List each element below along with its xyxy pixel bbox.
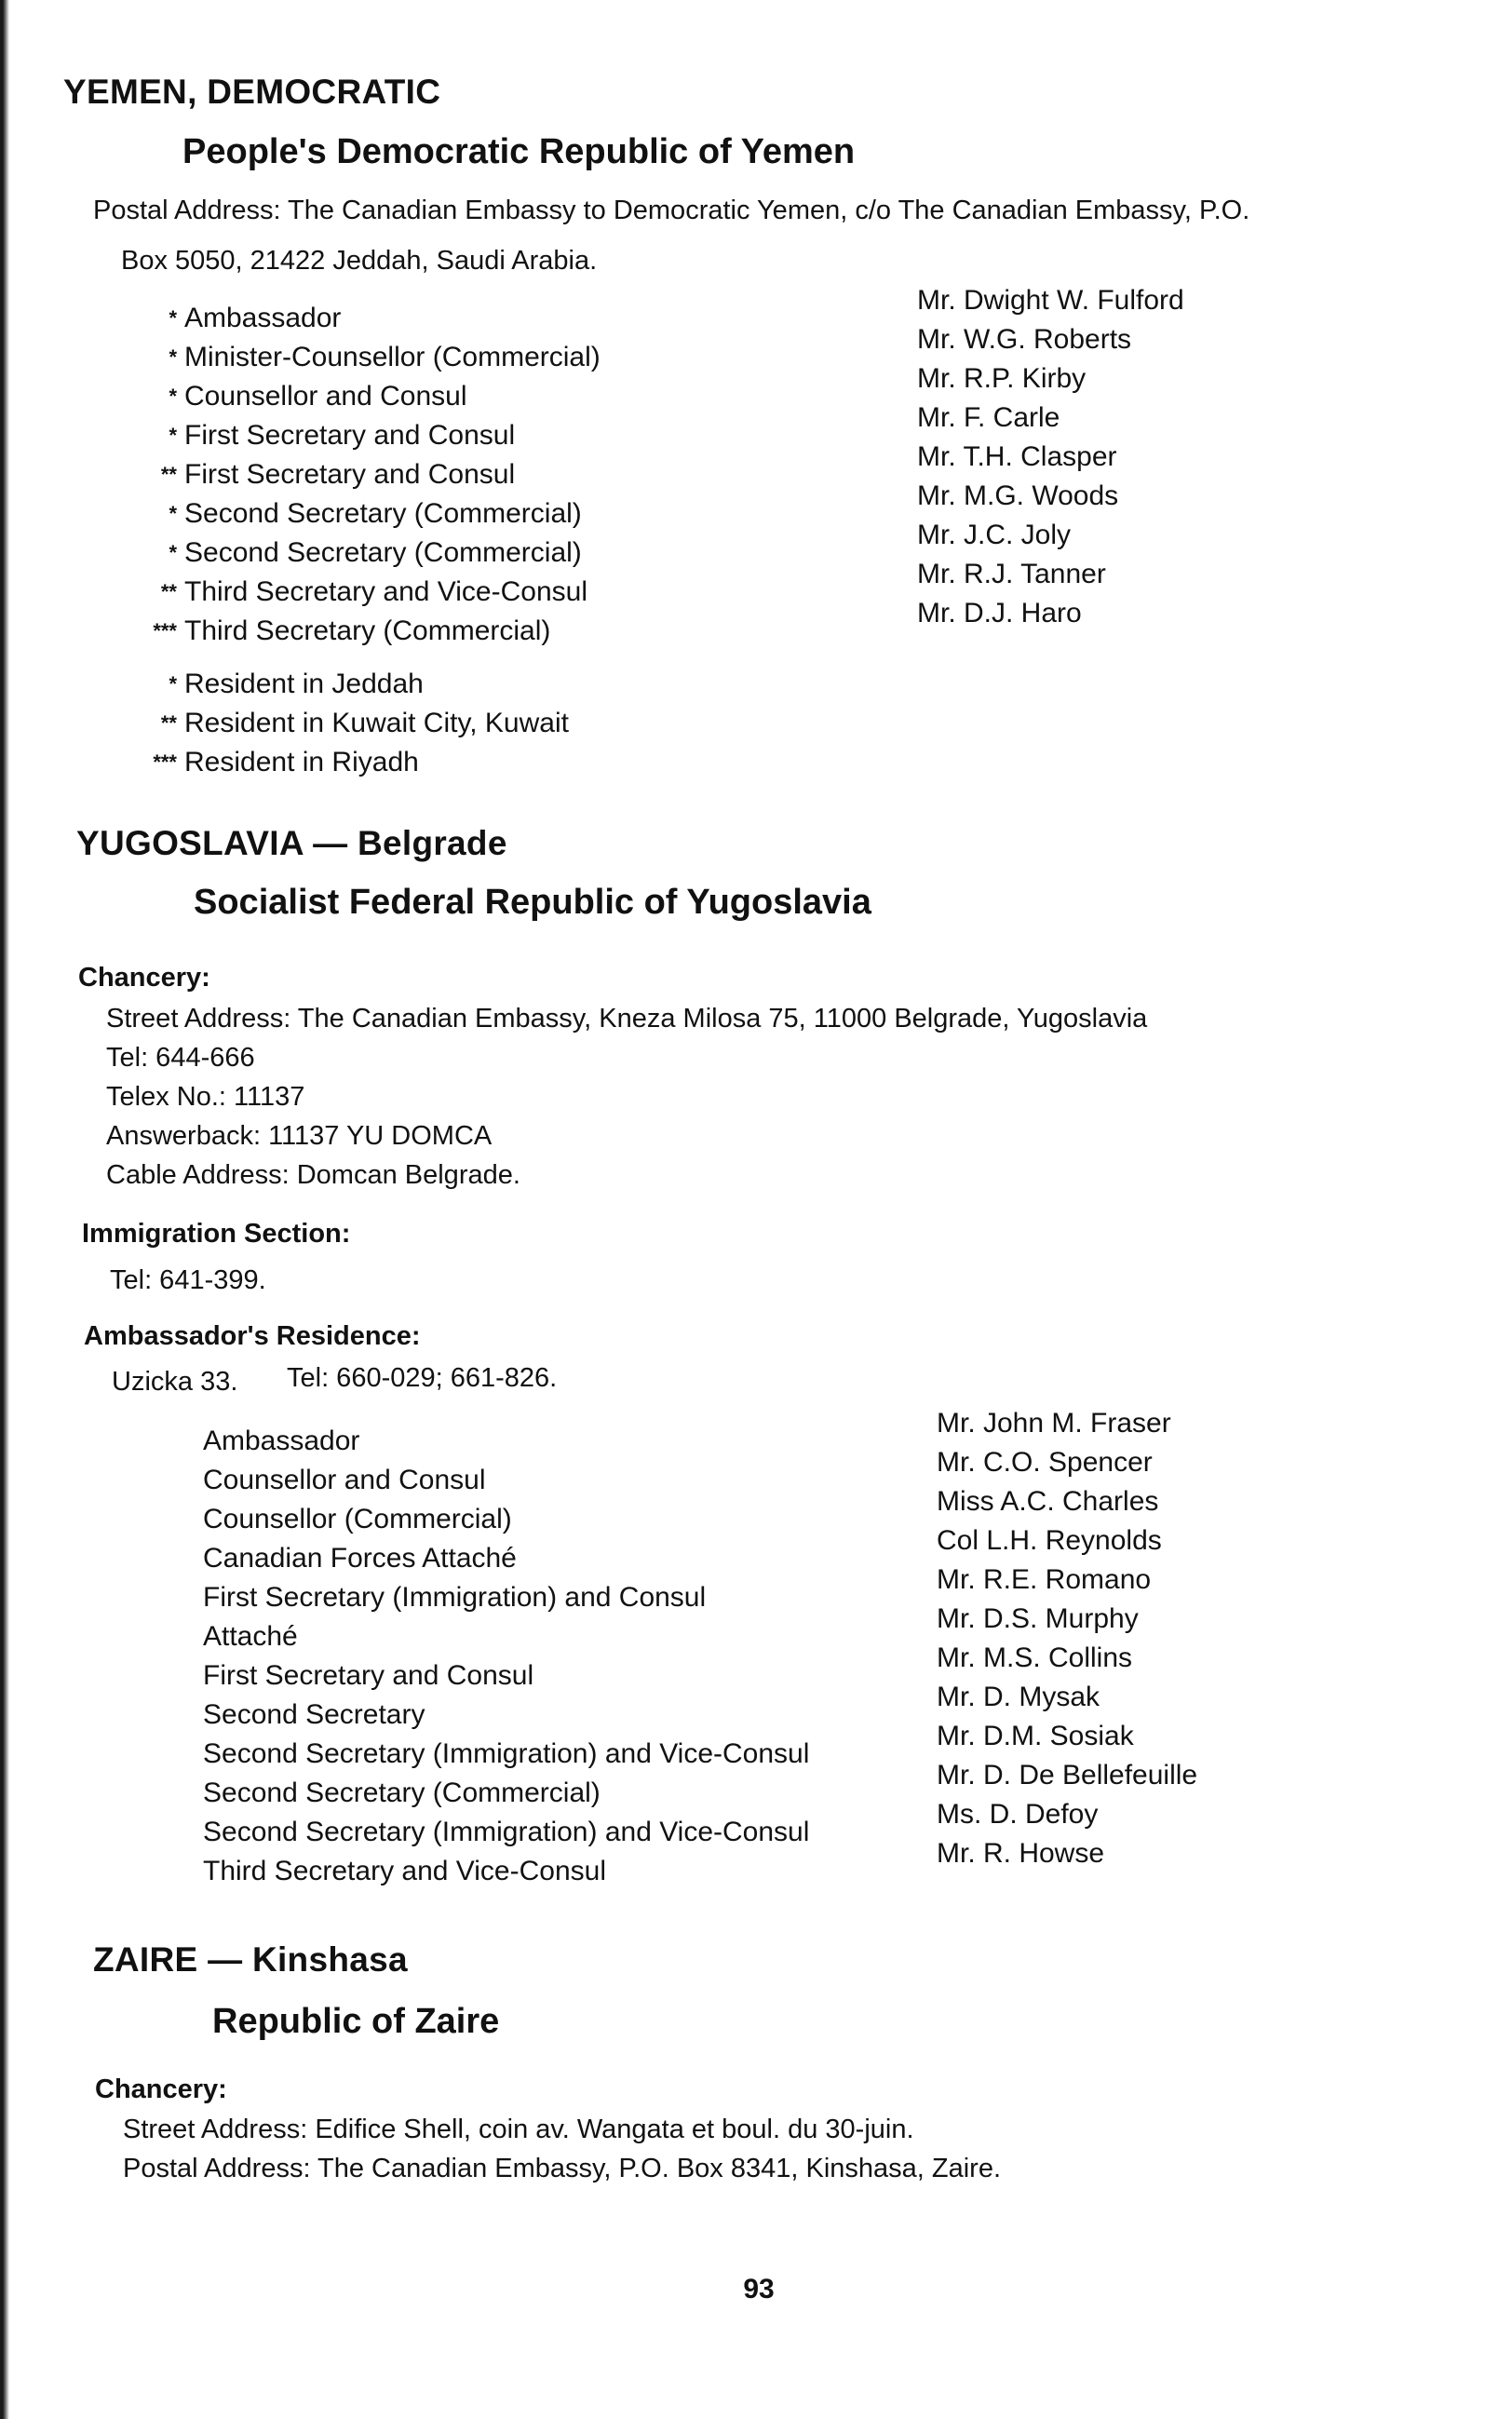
staff-role-text: First Secretary and Consul [184, 420, 516, 451]
residence-note-text: Resident in Riyadh [184, 747, 419, 777]
staff-name-text: Mr. M.S. Collins [937, 1642, 1133, 1673]
footnote-marker: * [169, 672, 177, 696]
staff-name-text: Mr. T.H. Clasper [917, 441, 1117, 472]
chancery-line [123, 2110, 1001, 2149]
staff-role [119, 377, 601, 416]
footnote-marker: *** [153, 619, 177, 642]
yugoslavia-residence-address: Uzicka 33. [112, 1367, 238, 1397]
staff-name [937, 1561, 1197, 1600]
footnote-marker: ** [160, 580, 177, 603]
yemen-postal-address-line-2: Box 5050, 21422 Jeddah, Saudi Arabia. [121, 246, 598, 276]
staff-role-text: Second Secretary (Commercial) [184, 537, 582, 568]
staff-role [203, 1656, 809, 1696]
staff-role [119, 299, 601, 338]
yugoslavia-full-name: Socialist Federal Republic of Yugoslavia [194, 883, 871, 922]
chancery-line-text: Answerback: 11137 YU DOMCA [106, 1121, 493, 1151]
staff-role [119, 338, 601, 377]
staff-name-text: Mr. D.M. Sosiak [937, 1721, 1134, 1751]
staff-name [917, 594, 1184, 633]
staff-name-text: Miss A.C. Charles [937, 1486, 1159, 1517]
staff-role-text: Canadian Forces Attaché [203, 1543, 517, 1574]
footnote-marker: * [169, 345, 177, 369]
footnote-marker: *** [153, 750, 177, 774]
chancery-line [106, 1038, 1147, 1077]
staff-role-text: Second Secretary (Commercial) [184, 498, 582, 529]
yemen-staff-roles [119, 299, 601, 651]
chancery-line [106, 999, 1147, 1038]
yugoslavia-staff-names [937, 1404, 1197, 1873]
staff-role-text: Counsellor and Consul [184, 381, 467, 412]
staff-name [937, 1404, 1197, 1443]
staff-name [937, 1639, 1197, 1678]
staff-name-text: Mr. John M. Fraser [937, 1408, 1171, 1439]
chancery-line-text: Street Address: The Canadian Embassy, Kneza Milosa 75, 11000 Belgrade, Yugoslavia [106, 1004, 1148, 1034]
yemen-country-heading: YEMEN, DEMOCRATIC [63, 73, 441, 111]
staff-name [917, 399, 1184, 438]
staff-name [917, 438, 1184, 477]
staff-role [203, 1539, 809, 1578]
staff-name [937, 1678, 1197, 1717]
staff-role-text: Attaché [203, 1621, 298, 1652]
staff-role-text: Third Secretary and Vice-Consul [184, 576, 587, 607]
footnote-marker: * [169, 306, 177, 330]
staff-role-text: Ambassador [184, 303, 342, 333]
staff-name [917, 516, 1184, 555]
staff-name [937, 1717, 1197, 1756]
yugoslavia-residence-tel: Tel: 660-029; 661-826. [287, 1363, 558, 1393]
yemen-residence-notes [119, 665, 569, 782]
staff-name-text: Mr. W.G. Roberts [917, 324, 1132, 355]
staff-role-text: First Secretary and Consul [184, 459, 516, 490]
staff-name-text: Mr. Dwight W. Fulford [917, 285, 1184, 316]
staff-name-text: Col L.H. Reynolds [937, 1525, 1162, 1556]
staff-name [937, 1521, 1197, 1561]
chancery-line-text: Street Address: Edifice Shell, coin av. Wangata et boul. du 30-juin. [123, 2115, 914, 2144]
chancery-line [106, 1155, 1147, 1195]
staff-name-text: Mr. F. Carle [917, 402, 1060, 433]
staff-role [203, 1813, 809, 1852]
chancery-line [123, 2149, 1001, 2188]
staff-name-text: Mr. R.P. Kirby [917, 363, 1087, 394]
zaire-chancery-label: Chancery: [95, 2074, 227, 2104]
staff-name [937, 1600, 1197, 1639]
staff-role-text: Third Secretary (Commercial) [184, 615, 551, 646]
yugoslavia-immigration-label: Immigration Section: [82, 1219, 351, 1249]
staff-role-text: Ambassador [203, 1426, 360, 1456]
staff-role [119, 416, 601, 455]
staff-name-text: Mr. D. De Bellefeuille [937, 1760, 1198, 1791]
staff-role-text: Counsellor and Consul [203, 1465, 486, 1495]
staff-name-text: Mr. J.C. Joly [917, 520, 1072, 550]
footnote-marker: ** [160, 711, 177, 735]
yemen-postal-address-line-1: Postal Address: The Canadian Embassy to Democratic Yemen, c/o The Canadian Embassy, P.O. [93, 196, 1250, 225]
yemen-staff-names [917, 281, 1184, 633]
page-number: 93 [743, 2274, 775, 2304]
staff-name [937, 1834, 1197, 1873]
staff-role-text: Second Secretary [203, 1699, 425, 1730]
chancery-line [106, 1077, 1147, 1116]
staff-name-text: Mr. C.O. Spencer [937, 1447, 1153, 1478]
staff-name-text: Mr. D. Mysak [937, 1682, 1100, 1712]
staff-name [937, 1443, 1197, 1482]
yugoslavia-country-heading: YUGOSLAVIA — Belgrade [76, 824, 507, 862]
staff-name [937, 1795, 1197, 1834]
staff-role [119, 573, 601, 612]
staff-role-text: Second Secretary (Immigration) and Vice-Consul [203, 1817, 810, 1847]
footnote-marker: ** [160, 463, 177, 486]
staff-role [203, 1735, 809, 1774]
staff-name [937, 1756, 1197, 1795]
yugoslavia-chancery-label: Chancery: [78, 963, 210, 993]
staff-name-text: Mr. M.G. Woods [917, 480, 1119, 511]
staff-name-text: Mr. D.S. Murphy [937, 1603, 1139, 1634]
staff-role [119, 494, 601, 534]
residence-note-text: Resident in Kuwait City, Kuwait [184, 708, 569, 738]
staff-role-text: Counsellor (Commercial) [203, 1504, 512, 1534]
zaire-chancery-details [123, 2110, 1001, 2188]
chancery-line-text: Postal Address: The Canadian Embassy, P.O. Box 8341, Kinshasa, Zaire. [123, 2154, 1002, 2183]
zaire-country-heading: ZAIRE — Kinshasa [93, 1940, 408, 1979]
staff-name [917, 555, 1184, 594]
footnote-marker: * [169, 502, 177, 525]
staff-role [203, 1422, 809, 1461]
staff-role [119, 534, 601, 573]
residence-note [119, 704, 569, 743]
residence-note [119, 743, 569, 782]
chancery-line-text: Tel: 644-666 [106, 1043, 255, 1073]
staff-name [917, 359, 1184, 399]
yemen-full-name: People's Democratic Republic of Yemen [182, 132, 856, 171]
chancery-line-text: Telex No.: 11137 [106, 1082, 305, 1112]
staff-role-text: Third Secretary and Vice-Consul [203, 1856, 606, 1886]
staff-name [917, 281, 1184, 320]
zaire-full-name: Republic of Zaire [212, 2002, 500, 2041]
yugoslavia-residence-label: Ambassador's Residence: [84, 1321, 421, 1351]
staff-name-text: Mr. R. Howse [937, 1838, 1105, 1869]
yugoslavia-immigration-tel: Tel: 641-399. [110, 1265, 266, 1295]
staff-role [203, 1774, 809, 1813]
staff-role [203, 1852, 809, 1891]
staff-name-text: Mr. R.E. Romano [937, 1564, 1152, 1595]
footnote-marker: * [169, 385, 177, 408]
staff-role-text: Second Secretary (Commercial) [203, 1777, 601, 1808]
staff-name [917, 477, 1184, 516]
staff-role [203, 1578, 809, 1617]
footnote-marker: * [169, 424, 177, 447]
staff-name [937, 1482, 1197, 1521]
residence-note-text: Resident in Jeddah [184, 669, 424, 699]
staff-role [203, 1617, 809, 1656]
staff-name-text: Mr. D.J. Haro [917, 598, 1082, 628]
staff-role-text: Second Secretary (Immigration) and Vice-Consul [203, 1738, 810, 1769]
yugoslavia-chancery-details [106, 999, 1147, 1195]
staff-name-text: Mr. R.J. Tanner [917, 559, 1106, 589]
staff-role [119, 455, 601, 494]
footnote-marker: * [169, 541, 177, 564]
chancery-line-text: Cable Address: Domcan Belgrade. [106, 1160, 520, 1190]
staff-role [203, 1696, 809, 1735]
staff-role-text: First Secretary and Consul [203, 1660, 534, 1691]
staff-role [203, 1461, 809, 1500]
staff-role-text: Minister-Counsellor (Commercial) [184, 342, 601, 372]
staff-role [119, 612, 601, 651]
staff-name [917, 320, 1184, 359]
staff-role [203, 1500, 809, 1539]
staff-role-text: First Secretary (Immigration) and Consul [203, 1582, 707, 1613]
staff-name-text: Ms. D. Defoy [937, 1799, 1099, 1830]
chancery-line [106, 1116, 1147, 1155]
residence-note [119, 665, 569, 704]
yugoslavia-staff-roles [203, 1422, 809, 1891]
